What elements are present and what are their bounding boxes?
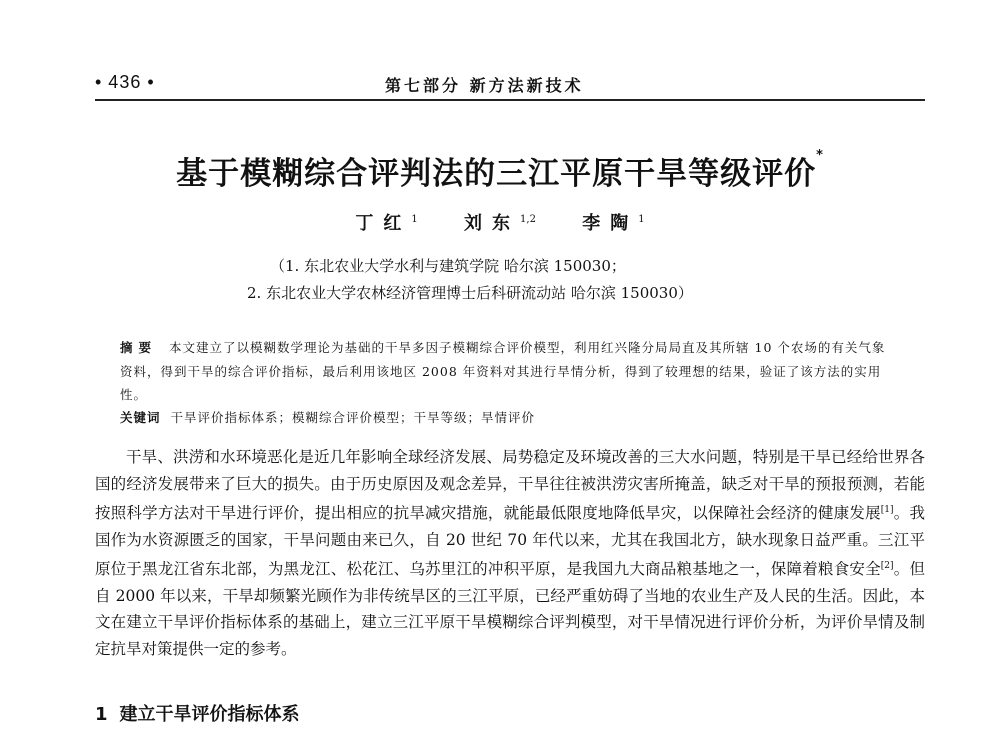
section-number: 1 [95,704,108,725]
paper-title [0,148,1000,193]
affiliation-2: 2. 东北农业大学农林经济管理博士后科研流动站 哈尔滨 150030） [247,284,693,302]
body-text-part: 。我国作为水资源匮乏的国家，干旱问题由来已久，自 20 世纪 70 年代以来，尤其在我国北方，缺水现象日益严重。三江平原位于黑龙江省东北部，为黑龙江、松花江、乌苏里江的冲积平原，是我国九大商品粮基地之一，保障着粮食安全 [95,504,925,579]
keywords-label: 关键词 [120,410,161,425]
body-text-part: 干旱、洪涝和水环境恶化是近几年影响全球经济发展、局势稳定及环境改善的三大水问题，特别是干旱已经给世界各国的经济发展带来了巨大的损失。由于历史原因及观念差异，干旱往往被洪涝灾害所掩盖，缺乏对干旱的预报预测，若能按照科学方法对干旱进行评价，提出相应的抗旱减灾措施，就能最低限度地降低旱灾，以保障社会经济的健康发展 [95,448,925,523]
author-affiliation-mark: 1 [638,214,645,225]
author [464,213,536,234]
section-heading [95,700,300,726]
author-list [0,209,1000,235]
author-name: 丁红 [355,213,412,234]
section-title: 建立干旱评价指标体系 [119,704,300,725]
author-affiliation-mark: 1,2 [520,214,536,225]
citation-ref[interactable]: [1] [880,505,894,515]
author [582,213,644,234]
author-name: 刘东 [464,213,521,234]
header-rule [95,99,925,101]
running-head: 第七部分 新方法新技术 [385,76,584,95]
title-footnote-mark: * [816,148,824,163]
body-paragraph [95,444,925,662]
affiliation-1: （1. 东北农业大学水利与建筑学院 哈尔滨 150030； [270,257,626,275]
body-text-part: 。但自 2000 年以来，干旱却频繁光顾作为非传统旱区的三江平原，已经严重妨碍了当地的农业生产及人民的生活。因此，本文在建立干旱评价指标体系的基础上，建立三江平原干旱模糊综合评判模型，对干旱情况进行评价分析，为评价旱情及制定抗旱对策提供一定的参考。 [95,560,925,658]
keywords [120,408,890,426]
author-affiliation-mark: 1 [411,214,418,225]
page-header [95,68,925,100]
author-name: 李陶 [582,213,639,234]
abstract-label: 摘要 [120,340,158,355]
author [355,213,417,234]
keywords-text: 干旱评价指标体系；模糊综合评价模型；干旱等级；旱情评价 [170,410,536,425]
page-number: • 436 • [95,72,155,92]
abstract [120,336,890,407]
citation-ref[interactable]: [2] [880,561,894,572]
abstract-text: 本文建立了以模糊数学理论为基础的干旱多因子模糊综合评价模型，利用红兴隆分局局直及其所辖 10 个农场的有关气象资料，得到干旱的综合评价指标，最后利用该地区 2008 年资料对其进行旱情分析，得到了较理想的结果，验证了该方法的实用性。 [120,340,886,402]
paper-title-text: 基于模糊综合评判法的三江平原干旱等级评价 [176,156,817,192]
